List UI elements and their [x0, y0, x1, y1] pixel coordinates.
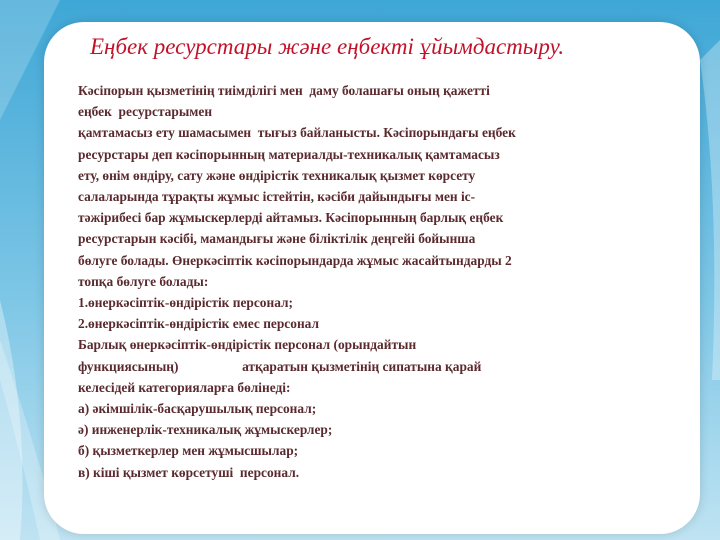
body-line: келесідей категорияларға бөлінеді:	[78, 379, 291, 395]
slide-title: Еңбек ресурстары және еңбекті ұйымдастыру.	[90, 34, 565, 59]
body-line: тәжірибесі бар жұмыскерлерді айтамыз. Кәсіпорынның барлық еңбек	[78, 210, 504, 226]
body-line: бөлуге болады. Өнеркәсіптік кәсіпорындарда жұмыс жасайтындарды 2	[78, 252, 512, 268]
body-line: ресурстары деп кәсіпорынның материалды-техникалық қамтамасыз	[78, 146, 500, 162]
body-line: Барлық өнеркәсіптік-өндірістік персонал (орындайтын	[78, 337, 417, 353]
body-line: ресурстарын кәсібі, мамандығы және біліктілік деңгейі бойынша	[78, 231, 476, 247]
body-line: қамтамасыз ету шамасымен тығыз байланысты. Кәсіпорындағы еңбек	[78, 125, 516, 141]
list-item: 1.өнеркәсіптік-өндірістік персонал;	[78, 295, 293, 311]
body-line: Кәсіпорын қызметінің тиімділігі мен даму болашағы оның қажетті	[78, 83, 490, 98]
list-item: 2.өнеркәсіптік-өндірістік емес персонал	[78, 316, 319, 332]
body-line: функциясының) атқаратын қызметінің сипатына қарай	[78, 358, 482, 374]
body-line: еңбек ресурстарымен	[78, 104, 213, 120]
list-item: а) әкімшілік-басқарушылық персонал;	[78, 401, 317, 417]
body-line: ету, өнім өндіру, сату және өндірістік техникалық қызмет көрсету	[78, 167, 476, 183]
list-item: б) қызметкерлер мен жұмысшылар;	[78, 443, 299, 459]
list-item: ә) инженерлік-техникалық жұмыскерлер;	[78, 422, 333, 438]
slide-body	[78, 80, 690, 483]
body-line: салаларында тұрақты жұмыс істейтін, кәсіби дайындығы мен іс-	[78, 189, 476, 205]
body-line: топқа бөлуге болады:	[78, 273, 209, 289]
list-item: в) кіші қызмет көрсетуші персонал.	[78, 464, 300, 480]
